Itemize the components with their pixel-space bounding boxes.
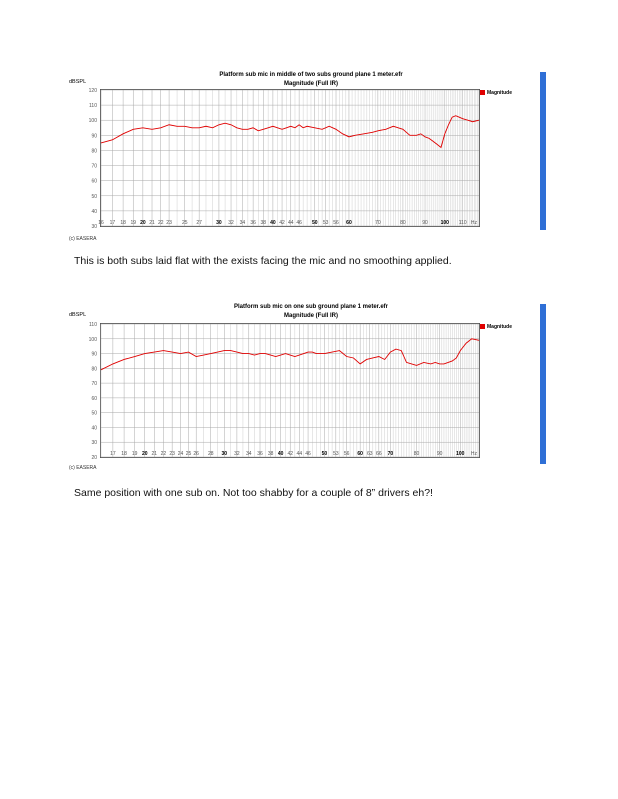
x-tick-label: 21: [151, 451, 158, 457]
y-tick-label: 60: [91, 395, 97, 402]
y-tick-label: 100: [88, 118, 97, 125]
x-tick-label: 25: [181, 220, 188, 226]
caption-1: This is both subs laid flat with the exists facing the mic and no smoothing applied.: [74, 255, 452, 267]
x-tick-label: 50: [321, 451, 328, 457]
x-tick-label: 36: [257, 451, 263, 457]
x-tick-label: 66: [376, 451, 382, 457]
x-tick-label: 100: [456, 451, 465, 457]
legend-label: Magnitude: [487, 324, 512, 330]
x-tick-label: 90: [436, 451, 443, 457]
chart-title: Platform sub mic in middle of two subs ground plane 1 meter.efr: [219, 72, 403, 78]
x-tick-label: 80: [400, 220, 406, 226]
y-tick-label: 20: [91, 455, 97, 461]
plot-area: [88, 322, 480, 461]
x-tick-label: 25: [185, 451, 192, 457]
x-tick-label: 40: [270, 220, 276, 226]
x-tick-label: 19: [130, 220, 137, 226]
caption-2: Same position with one sub on. Not too shabby for a couple of 8” drivers eh?!: [74, 487, 433, 499]
x-tick-label: 28: [207, 451, 214, 457]
plot-area: [88, 88, 480, 230]
x-tick-label: 27: [196, 220, 202, 226]
brand-label: (c) EASERA: [69, 236, 97, 242]
x-tick-label: 40: [277, 451, 284, 457]
frequency-response-chart-2: [66, 304, 556, 476]
y-tick-label: 120: [88, 88, 97, 94]
legend: [480, 324, 512, 330]
chart-svg: [88, 322, 479, 461]
x-tick-label: 38: [267, 451, 274, 457]
y-tick-label: 100: [88, 336, 97, 343]
y-tick-label: 110: [89, 322, 97, 328]
x-tick-label: 42: [287, 451, 294, 457]
y-tick-label: 50: [91, 410, 97, 417]
x-tick-label: 20: [140, 220, 146, 226]
x-tick-label: 16: [98, 220, 104, 226]
y-axis-unit: dBSPL: [69, 79, 87, 85]
x-tick-label: 46: [305, 451, 311, 457]
x-tick-label: 56: [333, 220, 339, 226]
legend: [480, 90, 512, 96]
y-tick-label: 30: [91, 224, 97, 230]
y-tick-label: 60: [91, 178, 97, 185]
scrollbar-strip: [540, 72, 546, 230]
x-tick-label: 32: [234, 451, 240, 457]
chart-svg: [88, 88, 479, 230]
x-tick-label: 26: [193, 451, 199, 457]
x-tick-label: 32: [228, 220, 234, 226]
x-tick-label: 44: [296, 451, 303, 457]
x-tick-label: 22: [157, 220, 164, 226]
x-tick-label: 56: [343, 451, 350, 457]
y-tick-label: 80: [91, 148, 97, 155]
x-tick-label: 23: [166, 220, 172, 226]
x-tick-label: 53: [322, 220, 329, 226]
x-tick-label: 36: [250, 220, 256, 226]
x-tick-label: 60: [357, 451, 363, 457]
x-tick-label: 18: [121, 451, 127, 457]
x-tick-label: 90: [422, 220, 428, 226]
x-tick-label: 110: [458, 220, 467, 226]
y-axis-unit: dBSPL: [69, 312, 87, 318]
legend-swatch: [480, 90, 485, 95]
x-tick-label: 63: [366, 451, 373, 457]
x-tick-label: 42: [279, 220, 285, 226]
legend-swatch: [480, 324, 485, 329]
legend-label: Magnitude: [487, 90, 512, 96]
x-tick-label: 46: [296, 220, 302, 226]
y-tick-label: 110: [89, 103, 97, 110]
scrollbar-strip: [540, 304, 546, 464]
x-tick-label: Hz: [470, 451, 477, 457]
y-tick-label: 80: [91, 366, 97, 373]
brand-label: (c) EASERA: [69, 465, 97, 471]
y-tick-label: 90: [91, 351, 97, 358]
x-tick-label: 70: [375, 220, 381, 226]
y-tick-label: 70: [91, 163, 97, 170]
x-tick-label: 34: [239, 220, 246, 226]
x-tick-label: 44: [287, 220, 294, 226]
y-tick-label: 50: [91, 193, 97, 200]
y-tick-label: 30: [91, 440, 97, 447]
x-tick-label: 70: [387, 451, 394, 457]
x-tick-label: 17: [110, 451, 116, 457]
x-tick-label: 22: [160, 451, 167, 457]
y-tick-label: 90: [91, 133, 97, 140]
x-tick-label: 23: [169, 451, 175, 457]
x-tick-label: 17: [109, 220, 116, 226]
x-tick-label: 38: [260, 220, 267, 226]
x-tick-label: 21: [149, 220, 155, 226]
y-tick-label: 70: [91, 381, 97, 388]
x-tick-label: 30: [216, 220, 222, 226]
chart-subtitle: Magnitude (Full IR): [284, 313, 338, 319]
x-tick-label: 30: [221, 451, 228, 457]
x-tick-label: 80: [413, 451, 420, 457]
x-tick-label: Hz: [470, 220, 477, 226]
frequency-response-chart-1: [66, 72, 556, 247]
x-tick-label: 24: [177, 451, 184, 457]
x-tick-label: 34: [246, 451, 252, 457]
x-tick-label: 50: [311, 220, 318, 226]
x-tick-label: 19: [131, 451, 138, 457]
x-tick-label: 53: [333, 451, 339, 457]
x-tick-label: 100: [440, 220, 449, 226]
chart-subtitle: Magnitude (Full IR): [284, 81, 338, 87]
x-tick-label: 18: [120, 220, 126, 226]
y-tick-label: 40: [91, 425, 97, 432]
chart-title: Platform sub mic on one sub ground plane 1 meter.efr: [233, 304, 389, 310]
x-tick-label: 20: [141, 451, 148, 457]
x-tick-label: 60: [346, 220, 352, 226]
y-tick-label: 40: [91, 208, 97, 215]
